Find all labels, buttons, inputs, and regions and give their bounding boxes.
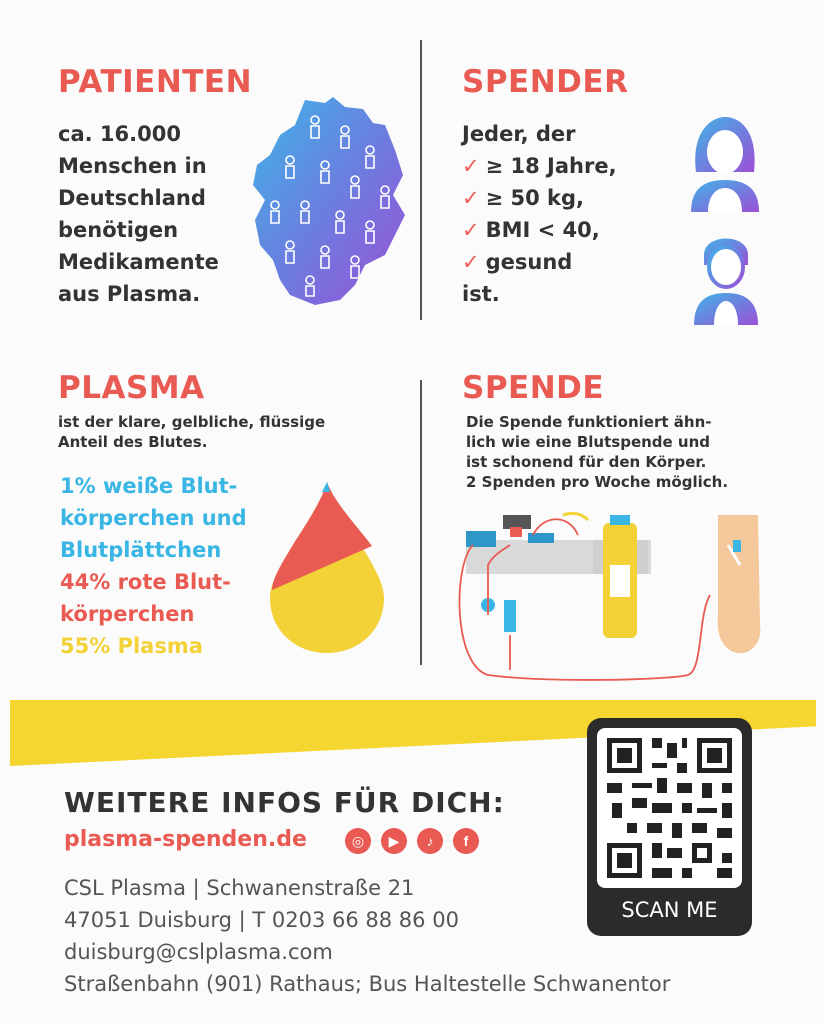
spende-desc-line: 2 Spenden pro Woche möglich.	[466, 473, 729, 491]
patienten-line: ca. 16.000	[58, 122, 181, 146]
qr-code-card[interactable]	[587, 718, 752, 936]
legend-line: 44% rote Blut-	[60, 570, 231, 594]
website-link[interactable]: plasma-spenden.de	[64, 827, 307, 852]
legend-line: 55% Plasma	[60, 634, 203, 658]
male-donor-icon	[690, 225, 762, 325]
check-icon: ✓	[462, 250, 480, 274]
spender-text	[462, 118, 617, 310]
address-line: Straßenbahn (901) Rathaus; Bus Haltestelle Schwanentor	[64, 972, 671, 996]
patienten-text	[58, 118, 219, 310]
donation-machine-illustration	[448, 505, 778, 685]
criterion-label: ≥ 50 kg,	[485, 186, 585, 210]
youtube-icon[interactable]: ▶	[381, 828, 407, 854]
criterion-label: gesund	[485, 250, 573, 274]
female-donor-icon	[686, 112, 764, 212]
germany-map-icon	[245, 95, 415, 310]
address-line: CSL Plasma | Schwanenstraße 21	[64, 876, 415, 900]
tiktok-icon[interactable]: ♪	[417, 828, 443, 854]
patienten-line: benötigen	[58, 218, 179, 242]
scan-me-label: SCAN ME	[621, 898, 718, 922]
criterion-item	[462, 150, 617, 182]
spende-title: SPENDE	[462, 370, 605, 406]
legend-line: körperchen und	[60, 506, 247, 530]
patienten-line: Menschen in	[58, 154, 207, 178]
spender-intro: Jeder, der	[462, 122, 576, 146]
spende-desc-line: lich wie eine Blutspende und	[466, 433, 711, 451]
social-icons	[345, 828, 479, 854]
criterion-item	[462, 182, 617, 214]
patienten-line: aus Plasma.	[58, 282, 201, 306]
spende-desc	[466, 412, 728, 492]
criterion-label: ≥ 18 Jahre,	[485, 154, 617, 178]
spender-outro: ist.	[462, 282, 500, 306]
instagram-icon[interactable]: ◎	[345, 828, 371, 854]
plasma-desc-line: ist der klare, gelbliche, flüssige	[58, 413, 326, 431]
spende-desc-line: ist schonend für den Körper.	[466, 453, 707, 471]
spender-title: SPENDER	[462, 64, 629, 100]
email-link[interactable]: duisburg@cslplasma.com	[64, 940, 333, 964]
patienten-title: PATIENTEN	[58, 64, 253, 100]
check-icon: ✓	[462, 186, 480, 210]
check-icon: ✓	[462, 218, 480, 242]
legend-line: körperchen	[60, 602, 195, 626]
spende-desc-line: Die Spende funktioniert ähn-	[466, 413, 712, 431]
divider-bottom	[420, 380, 422, 665]
patienten-line: Deutschland	[58, 186, 206, 210]
criterion-item	[462, 214, 617, 246]
patienten-line: Medikamente	[58, 250, 219, 274]
criterion-item	[462, 246, 617, 278]
plasma-desc	[58, 412, 325, 452]
divider-top	[420, 40, 422, 320]
qr-code-icon	[597, 728, 742, 888]
check-icon: ✓	[462, 154, 480, 178]
address-block	[64, 872, 670, 1000]
plasma-desc-line: Anteil des Blutes.	[58, 433, 208, 451]
address-line: 47051 Duisburg | T 0203 66 88 86 00	[64, 908, 459, 932]
blood-drop-chart-icon	[262, 478, 392, 658]
plasma-legend	[60, 470, 247, 662]
footer-title: WEITERE INFOS FÜR DICH:	[64, 786, 505, 819]
legend-line: Blutplättchen	[60, 538, 222, 562]
legend-line: 1% weiße Blut-	[60, 474, 238, 498]
plasma-title: PLASMA	[58, 370, 205, 406]
criterion-label: BMI < 40,	[485, 218, 600, 242]
facebook-icon[interactable]: f	[453, 828, 479, 854]
